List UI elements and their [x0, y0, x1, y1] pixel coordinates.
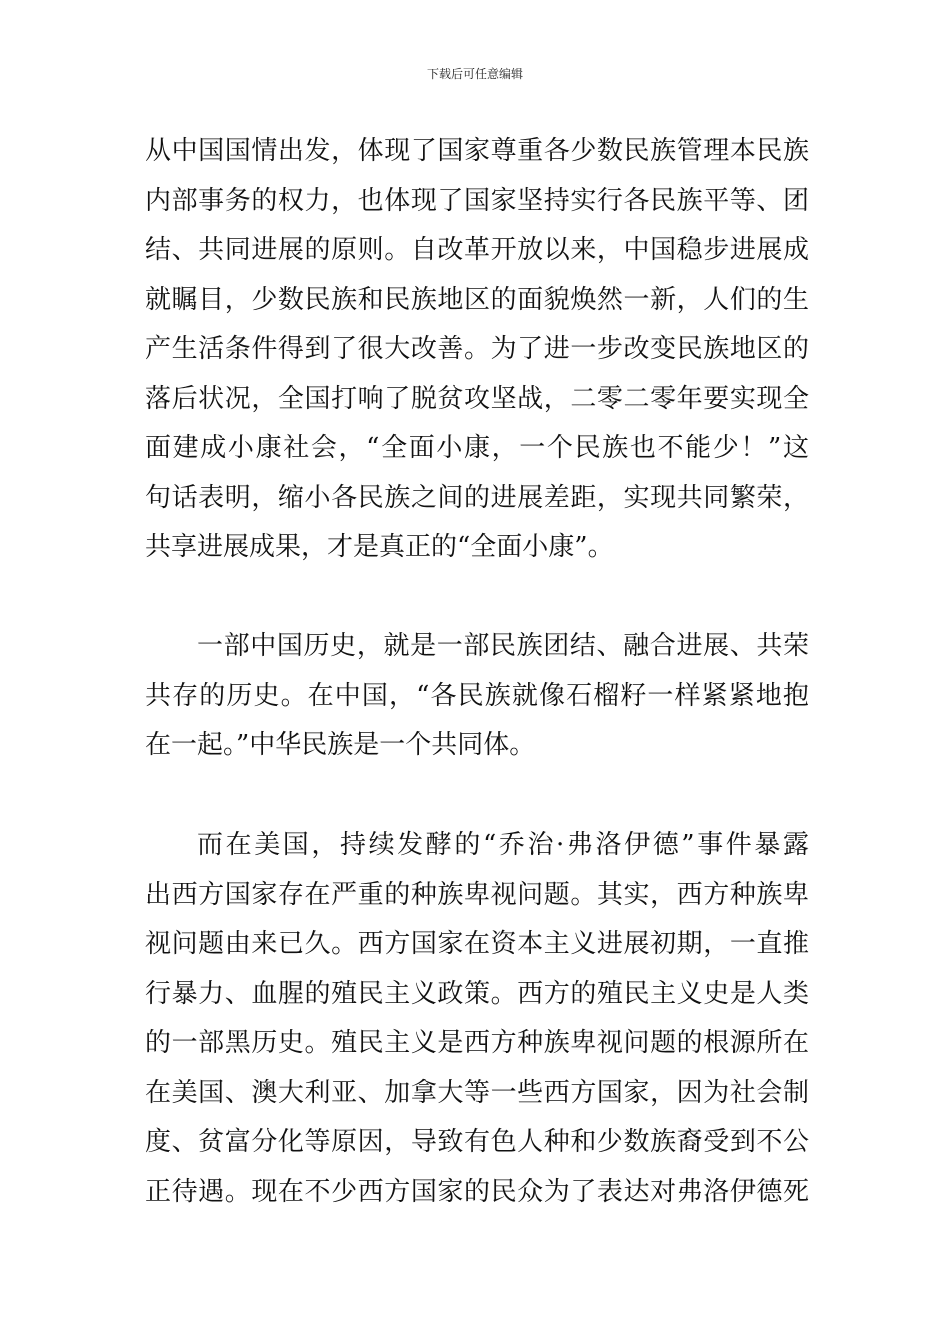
paragraph-line: 产生活条件得到了很大改善。为了进一步改变民族地区的 — [145, 334, 809, 364]
paragraph-line: 结、共同进展的原则。自改革开放以来，中国稳步进展成 — [145, 235, 809, 265]
paragraph-line: 而在美国，持续发酵的“乔治·弗洛伊德”事件暴露 — [197, 830, 809, 860]
paragraph-line: 面建成小康社会，“全面小康，一个民族也不能少！”这 — [145, 433, 809, 463]
paragraph-line: 从中国国情出发，体现了国家尊重各少数民族管理本民族 — [145, 136, 809, 166]
paragraph-line: 共存的历史。在中国，“各民族就像石榴籽一样紧紧地抱 — [145, 680, 809, 711]
paragraph-line: 度、贫富分化等原因，导致有色人种和少数族裔受到不公 — [145, 1127, 809, 1157]
paragraph-3 — [145, 821, 809, 1217]
paragraph-line: 句话表明，缩小各民族之间的进展差距，实现共同繁荣， — [145, 482, 809, 513]
paragraph-line: 就瞩目，少数民族和民族地区的面貌焕然一新，人们的生 — [145, 284, 809, 315]
paragraph-line: 行暴力、血腥的殖民主义政策。西方的殖民主义史是人类 — [145, 978, 809, 1009]
paragraph-1 — [145, 127, 809, 573]
paragraph-line: 正待遇。现在不少西方国家的民众为了表达对弗洛伊德死 — [145, 1176, 809, 1207]
paragraph-line: 的一部黑历史。殖民主义是西方种族卑视问题的根源所在 — [145, 1028, 809, 1058]
paragraph-line: 共享进展成果，才是真正的“全面小康”。 — [145, 532, 614, 562]
paragraph-line: 在一起。”中华民族是一个共同体。 — [145, 730, 536, 760]
paragraph-line: 出西方国家存在严重的种族卑视问题。其实，西方种族卑 — [145, 879, 809, 910]
paragraph-line: 内部事务的权力，也体现了国家坚持实行各民族平等、团 — [145, 185, 809, 216]
paragraph-line: 落后状况，全国打响了脱贫攻坚战，二零二零年要实现全 — [145, 383, 809, 414]
paragraph-2 — [145, 622, 809, 771]
paragraph-line: 视问题由来已久。西方国家在资本主义进展初期，一直推 — [145, 929, 809, 959]
page-header: 下载后可任意编辑 — [426, 67, 523, 81]
paragraph-line: 在美国、澳大利亚、加拿大等一些西方国家，因为社会制 — [145, 1077, 809, 1108]
paragraph-line: 一部中国历史，就是一部民族团结、融合进展、共荣 — [197, 631, 809, 661]
